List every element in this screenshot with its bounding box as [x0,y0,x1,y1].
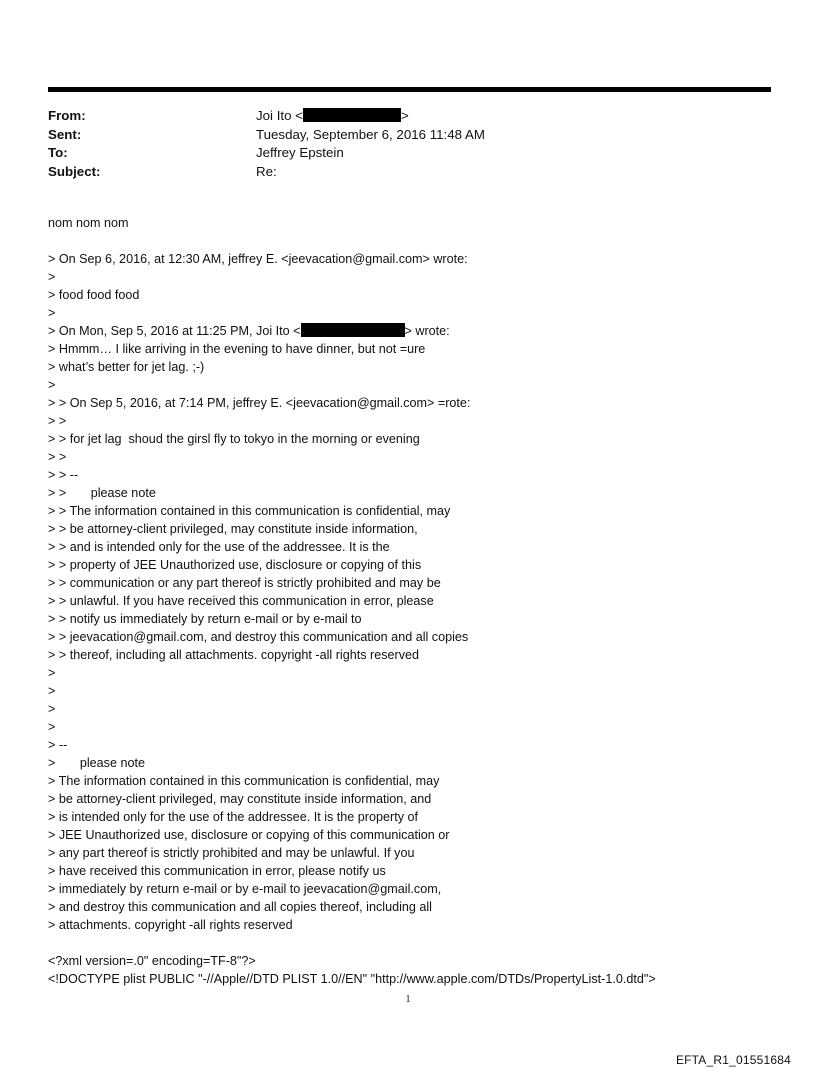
redaction-box [303,108,401,122]
spacer [48,934,788,952]
quoted-line: > > jeevacation@gmail.com, and destroy this communication and all copies [48,630,469,644]
quoted-line-end: > wrote: [404,324,450,338]
subject-row [48,163,768,182]
quoted-line: > > for jet lag shoud the girsl fly to tokyo in the morning or evening [48,432,420,446]
quoted-line: > any part thereof is strictly prohibited and may be unlawful. If you [48,846,415,860]
subject-label: Subject: [48,163,101,179]
to-value: Jeffrey Epstein [256,145,344,160]
from-close: > [400,108,409,123]
to-row [48,144,768,163]
email-header [48,107,768,181]
quoted-line: > -- [48,738,68,752]
quoted-line: > > -- [48,468,79,482]
quoted-line: > is intended only for the use of the addressee. It is the property of [48,810,418,824]
spacer [48,232,788,250]
doctype-line: <!DOCTYPE plist PUBLIC "-//Apple//DTD PLIST 1.0//EN" "http://www.apple.com/DTDs/PropertyList-1.0.dtd"> [48,972,656,986]
sent-value: Tuesday, September 6, 2016 11:48 AM [256,126,485,142]
page-number: 1 [405,994,411,1005]
document-id: EFTA_R1_01551684 [675,1053,791,1067]
quoted-line: > > and is intended only for the use of the addressee. It is the [48,540,390,554]
from-value [256,107,409,126]
reply-text: nom nom nom [48,216,129,230]
quoted-line: > and destroy this communication and all copies thereof, including all [48,900,432,914]
from-name: Joi Ito < [256,108,303,123]
quoted-line: > > [48,414,67,428]
quoted-line: > immediately by return e-mail or by e-mail to jeevacation@gmail.com, [48,882,442,896]
quoted-line: > be attorney-client privileged, may constitute inside information, and [48,792,432,806]
quoted-line: > [48,702,56,716]
quoted-line: > JEE Unauthorized use, disclosure or copying of this communication or [48,828,450,842]
sent-label: Sent: [48,126,82,142]
quoted-line: > [48,378,56,392]
xml-declaration: <?xml version=.0" encoding=TF-8"?> [48,954,256,968]
quoted-line: > > unlawful. If you have received this communication in error, please [48,594,434,608]
quoted-line: > > be attorney-client privileged, may constitute inside information, [48,522,418,536]
from-row [48,107,768,126]
quoted-line: > please note [48,756,145,770]
quoted-line: > > The information contained in this communication is confidential, may [48,504,451,518]
quoted-line: > [48,684,56,698]
subject-value: Re: [256,163,277,179]
quoted-line: > > communication or any part thereof is strictly prohibited and may be [48,576,441,590]
quoted-line: > The information contained in this communication is confidential, may [48,774,440,788]
quoted-line: > > thereof, including all attachments. copyright -all rights reserved [48,648,420,662]
quoted-line: > attachments. copyright -all rights reserved [48,918,293,932]
quoted-line: > > notify us immediately by return e-mail or by e-mail to [48,612,362,626]
to-label: To: [48,145,68,160]
quoted-line: > food food food [48,288,140,302]
quoted-line: > [48,306,56,320]
header-divider [48,87,771,92]
quoted-line-start: > On Mon, Sep 5, 2016 at 11:25 PM, Joi Ito < [48,324,301,338]
quoted-line: > [48,666,56,680]
quoted-line: > have received this communication in error, please notify us [48,864,386,878]
from-label: From: [48,108,86,123]
quoted-line [48,322,788,340]
quoted-line: > what’s better for jet lag. ;-) [48,360,205,374]
quoted-line: > On Sep 6, 2016, at 12:30 AM, jeffrey E. <jeevacation@gmail.com> wrote: [48,252,468,266]
quoted-line: > > [48,450,67,464]
quoted-line: > [48,720,56,734]
email-body [48,214,788,988]
quoted-line: > > On Sep 5, 2016, at 7:14 PM, jeffrey E. <jeevacation@gmail.com> =rote: [48,396,471,410]
redaction-box [301,323,405,337]
quoted-line: > > please note [48,486,156,500]
sent-row [48,126,768,145]
quoted-line: > Hmmm… I like arriving in the evening to have dinner, but not =ure [48,342,426,356]
quoted-line: > > property of JEE Unauthorized use, disclosure or copying of this [48,558,422,572]
quoted-line: > [48,270,56,284]
